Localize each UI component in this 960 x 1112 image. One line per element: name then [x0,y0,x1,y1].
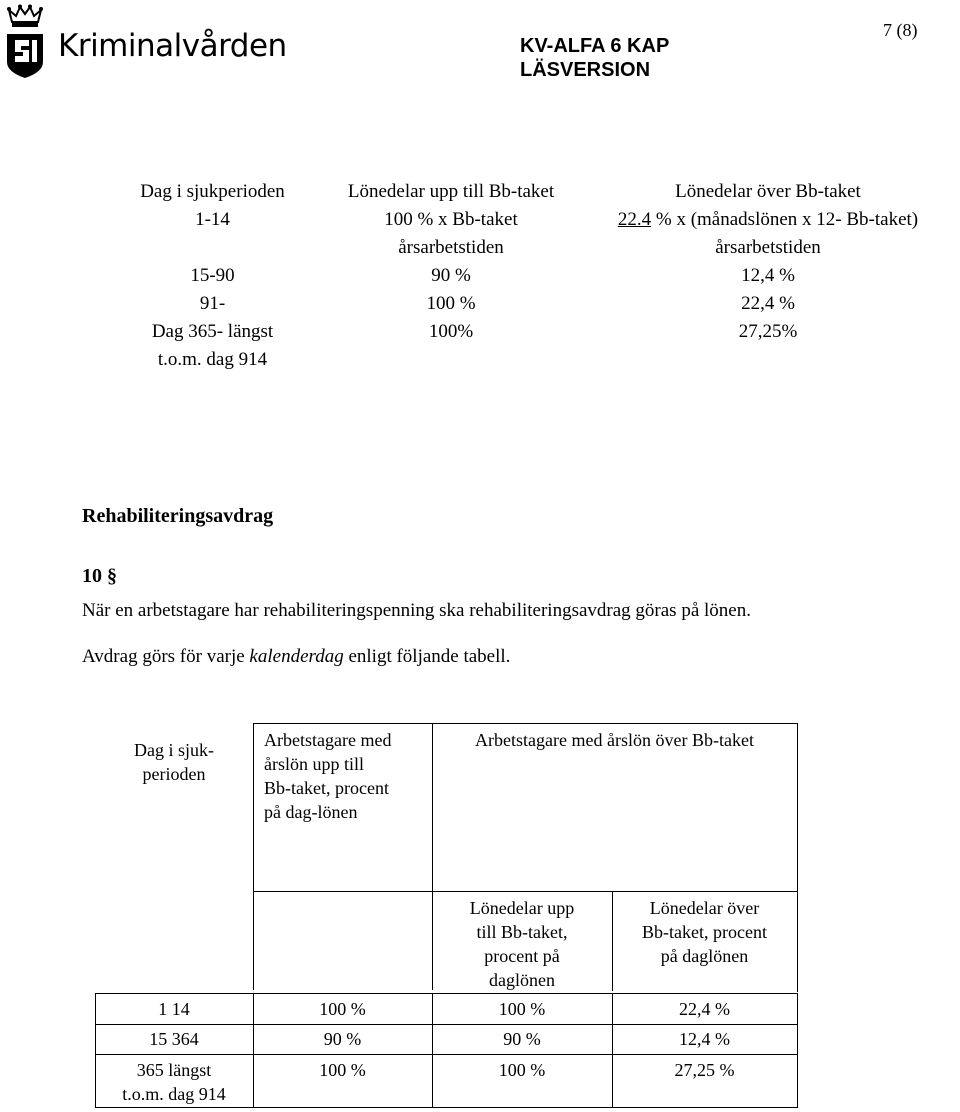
table-cell: 27,25 % [674,1060,735,1080]
table-cell: 15 364 [149,1029,199,1049]
header-line: på daglönen [660,946,749,966]
table-cell: 1-14 [195,209,230,230]
table-header: Lönedelar upp till Bb-taket [347,181,555,202]
table-cell: 91- [199,293,226,314]
table-cell: 100 % x Bb-taket [384,209,518,230]
document-code-line2: LÄSVERSION [520,59,651,81]
table-cell: 90 % [431,265,471,286]
table-cell: 90 % [323,1029,362,1049]
page-number: 7 (8) [883,20,918,40]
table-cell: 12,4 % [741,265,795,286]
header-line: Lönedelar över [649,898,760,918]
table-border [95,1054,797,1055]
table-border [253,891,798,892]
table-cell: 22,4 % [741,293,795,314]
table-cell: årsarbetstiden [398,237,504,258]
paragraph-number-value: 10 [82,565,102,587]
header-line: årslön upp till [264,754,364,774]
table-header [264,728,432,824]
table-cell: 27,25% [738,321,798,342]
section-sign-icon: § [107,565,117,587]
org-name: Kriminalvården [58,28,287,64]
table-cell: 100 % [426,293,476,314]
document-code-line1: KV-ALFA 6 KAP [520,35,670,57]
table-cell: 12,4 % [679,1029,730,1049]
cell-line: t.o.m. dag 914 [122,1084,226,1104]
table-cell: 100 % [319,1060,366,1080]
underlined-prefix: 22.4 [617,209,652,230]
table-cell: 100% [428,321,474,342]
table-header: Arbetstagare med årslön över Bb-taket [475,730,754,750]
table-cell: 90 % [503,1029,541,1049]
formula-rest: % x (månadslönen x 12- Bb-taket) [651,209,919,230]
table-border [797,993,798,1108]
table-cell: 100 % [319,999,366,1019]
text-after: enligt följande tabell. [343,646,511,667]
table-border [797,723,798,992]
table-cell: 15-90 [190,265,235,286]
table-border [95,993,797,994]
text-before: Avdrag görs för varje [82,646,250,667]
header-line: till Bb-taket, [476,922,568,942]
table-header: Dag i sjukperioden [140,181,285,202]
table-cell: 100 % [498,1060,546,1080]
header-line: Dag i sjuk- [134,740,214,760]
header-line: perioden [142,764,206,784]
paragraph-text: När en arbetstagare har rehabiliteringspenning ska rehabiliteringsavdrag göras på lönen. [82,600,751,621]
table-header: Lönedelar över Bb-taket [675,181,861,202]
table-cell: Dag 365- längst [151,321,274,342]
header-line: Lönedelar upp [469,898,575,918]
table-subheader [432,896,612,992]
table-cell: t.o.m. dag 914 [157,349,268,370]
header-line: på dag-lönen [264,802,358,822]
header-line: Bb-taket, procent [642,922,767,942]
table-cell: 22,4 % [679,999,730,1019]
header-line: procent på [484,946,560,966]
table-cell: 1 14 [158,999,190,1019]
header-line: Arbetstagare med [264,730,392,750]
table-border [253,723,254,990]
header-line: Bb-taket, procent [264,778,389,798]
table-header [95,738,253,786]
emphasis-text: kalenderdag [249,646,344,667]
table-border [253,723,798,724]
table-border [95,1024,797,1025]
table-cell: årsarbetstiden [715,237,821,258]
table-cell [95,1058,253,1106]
table-border [95,1107,797,1108]
table-cell: 100 % [498,999,546,1019]
cell-line: 365 längst [136,1060,212,1080]
header-line: daglönen [489,970,555,990]
table-subheader [612,896,797,968]
section-heading: Rehabiliteringsavdrag [82,505,274,527]
